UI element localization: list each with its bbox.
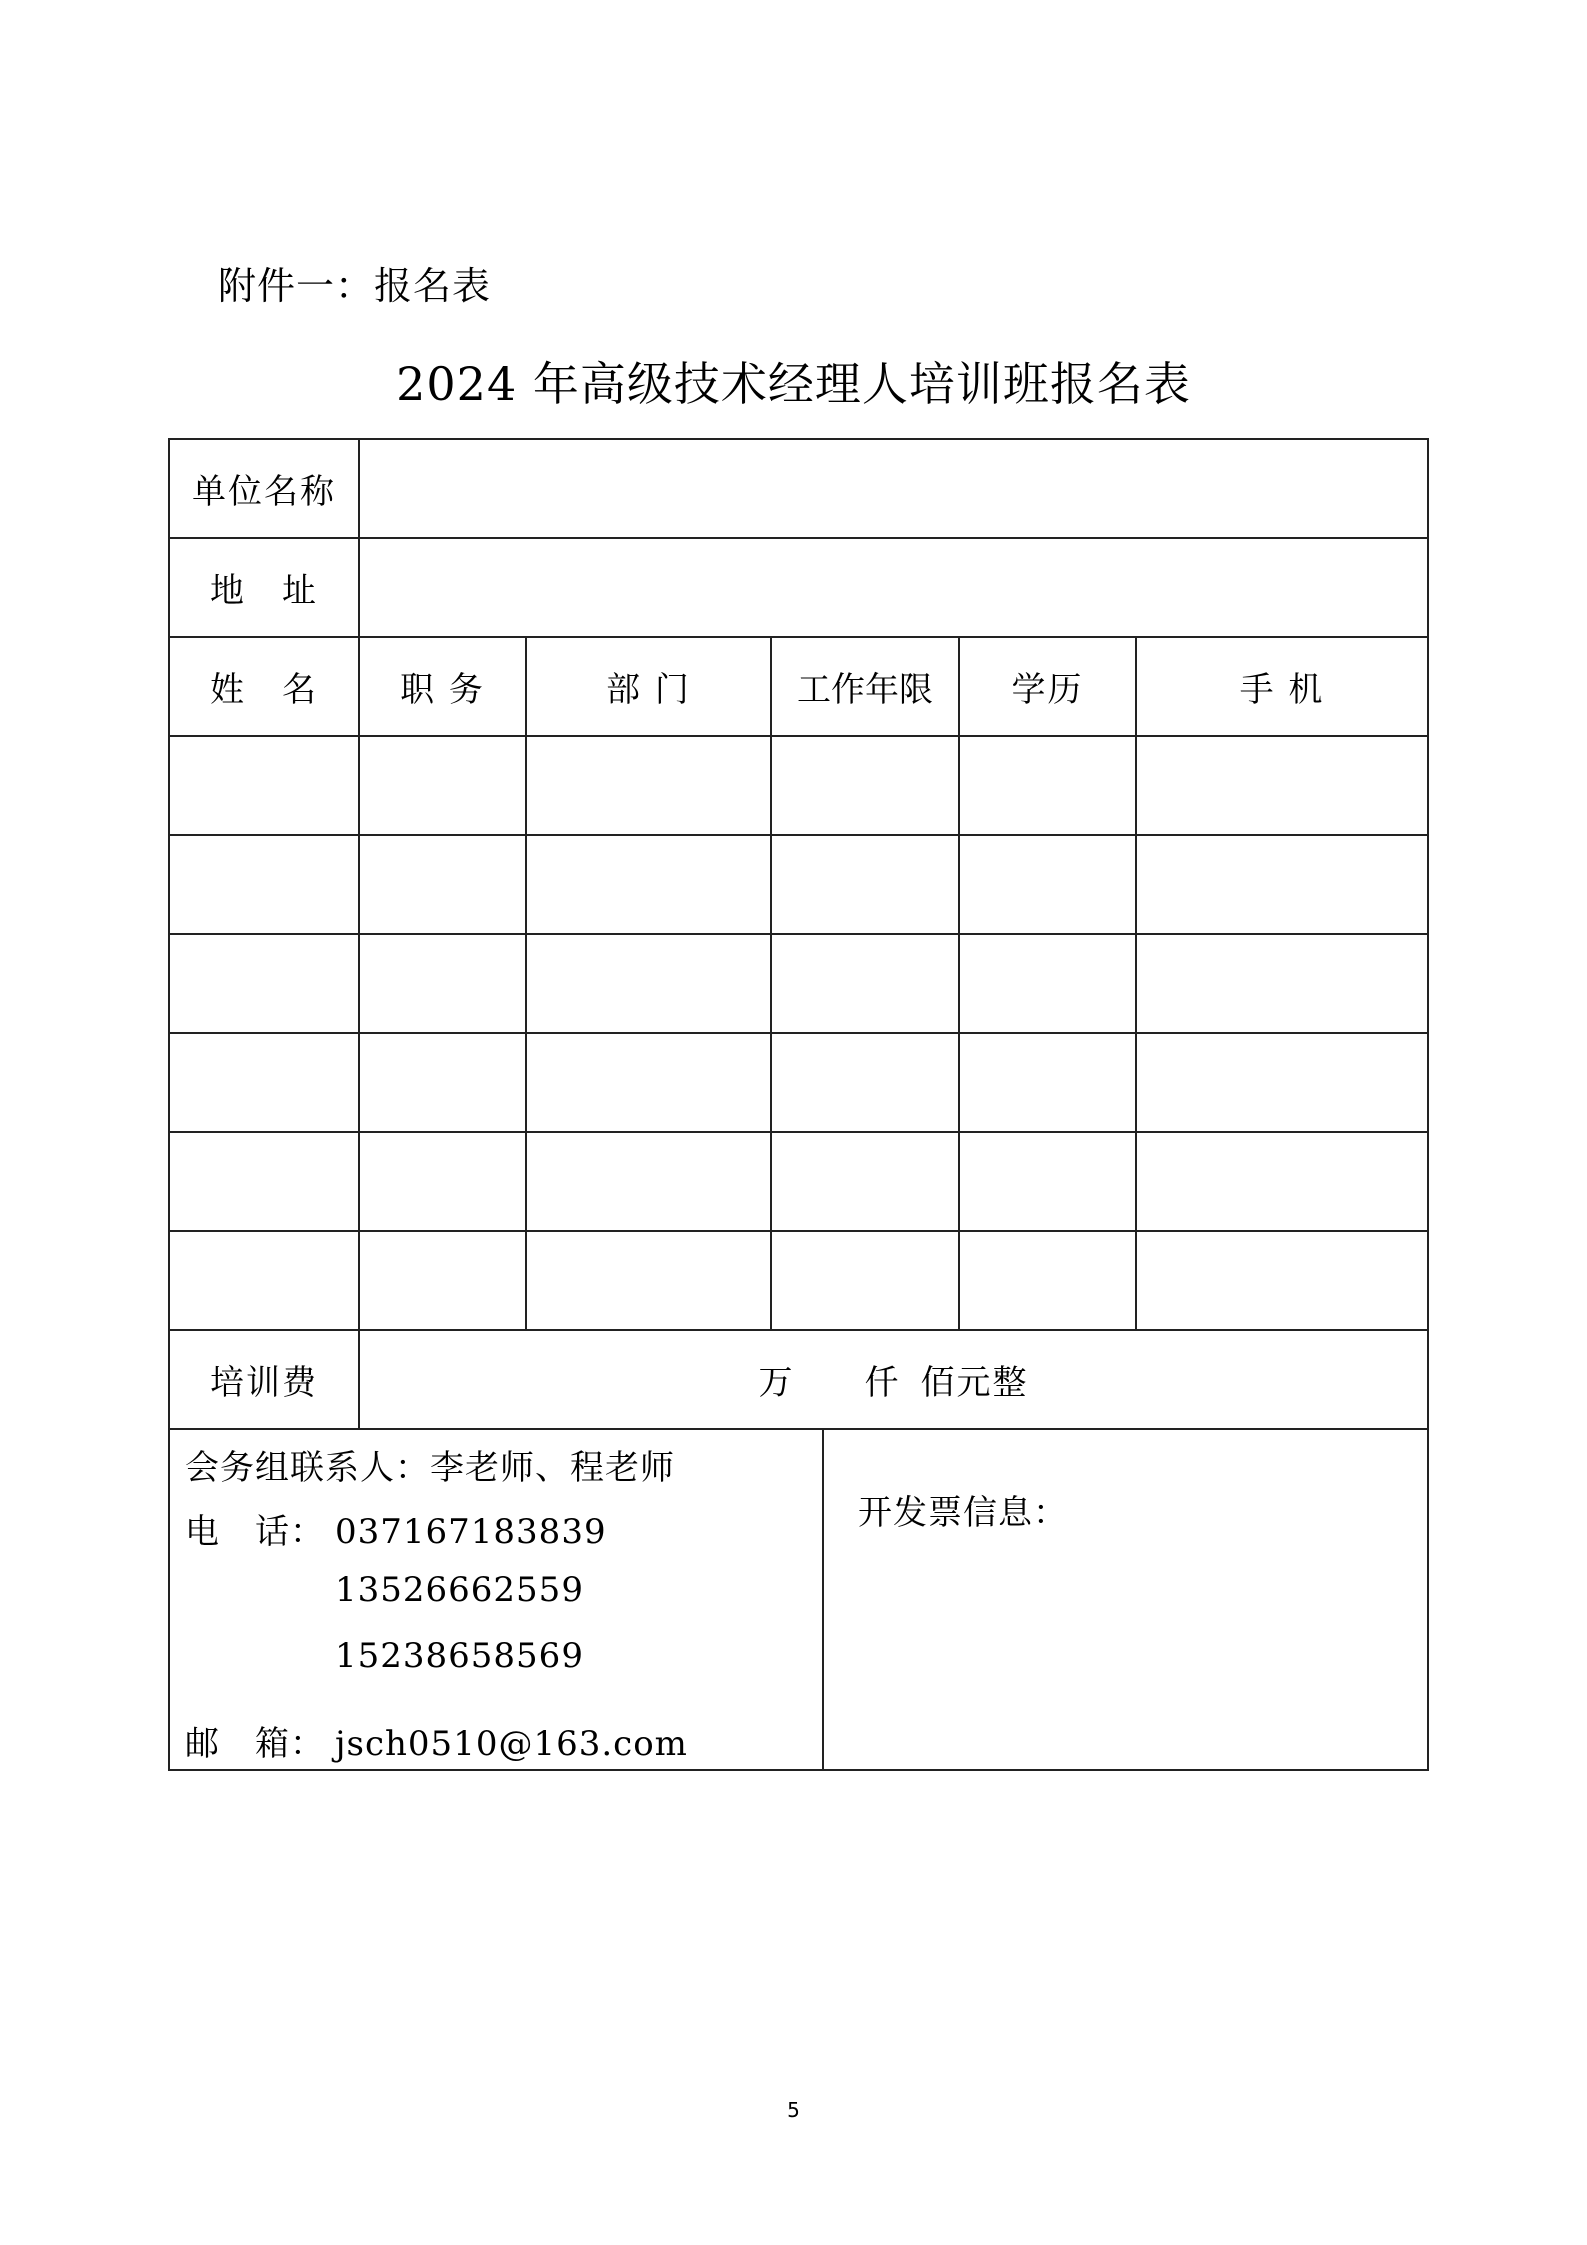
unit-name-label: 单位名称 <box>192 472 336 512</box>
fee-unit-wan: 万 <box>758 1363 795 1403</box>
phone-line <box>185 1504 607 1553</box>
phone-line-2 <box>185 1570 584 1610</box>
email-address[interactable]: jsch0510@163.com <box>335 1724 688 1764</box>
col-divider <box>1135 636 1137 1329</box>
col-divider <box>822 1428 824 1769</box>
fee-label: 培训费 <box>210 1363 318 1403</box>
address-field[interactable] <box>360 539 1427 636</box>
column-header-years: 工作年限 <box>797 670 933 710</box>
column-header-mobile: 手 机 <box>1239 670 1325 710</box>
fee-unit-qian: 仟 <box>864 1363 901 1403</box>
address-label: 地 址 <box>210 571 318 611</box>
column-header-position: 职 务 <box>400 670 485 710</box>
phone-number-1: 037167183839 <box>335 1512 607 1552</box>
attachment-label: 附件一：报名表 <box>218 264 492 308</box>
email-line <box>185 1716 688 1765</box>
column-header-department: 部 门 <box>606 670 691 710</box>
fee-amount-field[interactable] <box>360 1331 1427 1428</box>
column-header-name: 姓 名 <box>210 670 318 710</box>
phone-label: 电 话： <box>185 1512 325 1552</box>
col-divider <box>958 636 960 1329</box>
phone-number-3: 15238658569 <box>335 1636 584 1676</box>
form-title: 2024 年高级技术经理人培训班报名表 <box>396 357 1191 411</box>
phone-line-3 <box>185 1636 584 1676</box>
col-divider <box>525 636 527 1329</box>
invoice-info-label: 开发票信息： <box>858 1493 1068 1533</box>
page-number: 5 <box>787 2098 800 2122</box>
email-label: 邮 箱： <box>185 1724 325 1764</box>
row-divider <box>170 1428 1427 1430</box>
column-header-education: 学历 <box>1011 670 1084 710</box>
contact-persons: 会务组联系人：李老师、程老师 <box>185 1448 675 1488</box>
unit-name-field[interactable] <box>360 440 1427 537</box>
col-divider <box>770 636 772 1329</box>
fee-unit-bai-yuan: 佰元整 <box>920 1363 1029 1403</box>
phone-number-2: 13526662559 <box>335 1570 584 1610</box>
registration-form-table <box>168 438 1429 1771</box>
